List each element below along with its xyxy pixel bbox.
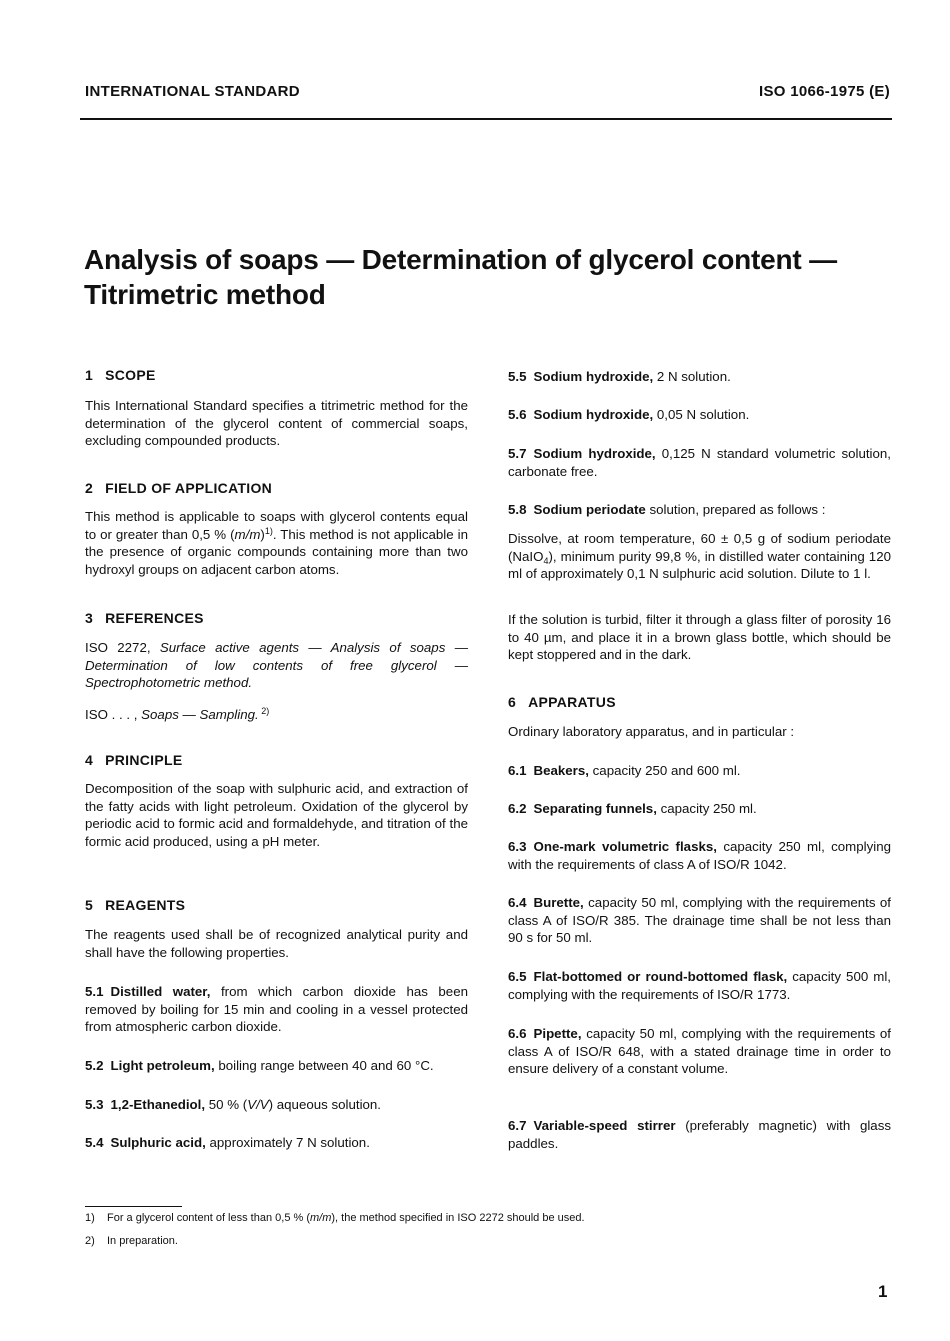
section-heading	[85, 897, 468, 915]
clause-item	[508, 838, 891, 873]
text-run: 2 N solution.	[653, 369, 731, 384]
text-run: ISO 2272,	[85, 640, 160, 655]
clause-item	[85, 983, 468, 1036]
text-run: Ordinary laboratory apparatus, and in particular :	[508, 724, 795, 739]
clause-number: 5.1	[85, 984, 104, 999]
item-term: Beakers,	[533, 763, 589, 778]
clause-number: 1	[85, 367, 94, 383]
paragraph	[85, 926, 468, 961]
clause-number: 5.6	[508, 407, 527, 422]
section-heading	[85, 610, 468, 628]
clause-item	[508, 894, 891, 947]
footnote-number: 2)	[85, 1235, 95, 1247]
text-run: capacity 250 and 600 ml.	[588, 763, 741, 778]
item-term: Flat-bottomed or round-bottomed flask,	[533, 969, 788, 984]
text-run: m/m	[310, 1212, 332, 1224]
page-number: 1	[878, 1282, 888, 1301]
footnote-divider	[85, 1206, 182, 1207]
footnote-number: 1)	[85, 1212, 95, 1224]
document-type-label: INTERNATIONAL STANDARD	[85, 83, 300, 100]
text-run: from which carbon dioxide has been removed by boiling for 15 min and cooling in a vessel protected from atmospheric carbon dioxide.	[85, 984, 468, 1035]
text-run: boiling range between 40 and 60 °C.	[214, 1058, 434, 1073]
text-run: 50 % (	[205, 1097, 248, 1112]
text-run: capacity 500 ml, complying with the requirements of ISO/R 1773.	[508, 969, 891, 1002]
clause-item	[508, 368, 891, 386]
text-run: FIELD OF APPLICATION	[105, 480, 273, 496]
text-run: capacity 50 ml, complying with the requirements of class A of ISO/R 385. The drainage time shall be not less than 90 s for 50 ml.	[508, 895, 891, 946]
text-run: approximately 7 N solution.	[205, 1135, 370, 1150]
text-run: capacity 250 ml.	[656, 801, 757, 816]
text-run: Soaps — Sampling.	[141, 707, 259, 722]
clause-number: 5.4	[85, 1135, 104, 1150]
text-run: REAGENTS	[105, 897, 186, 913]
clause-item	[85, 1096, 468, 1114]
paragraph	[85, 397, 468, 450]
paragraph	[508, 530, 891, 583]
clause-item	[508, 800, 891, 818]
item-term: One-mark volumetric flasks,	[533, 839, 717, 854]
section-heading	[85, 480, 468, 498]
item-term: Sodium hydroxide,	[533, 369, 654, 384]
text-run: ISO . . . ,	[85, 707, 142, 722]
clause-number: 6.1	[508, 763, 527, 778]
item-term: Light petroleum,	[110, 1058, 215, 1073]
item-term: Sodium periodate	[533, 502, 646, 517]
footnote-ref: 1)	[264, 525, 273, 536]
clause-item	[508, 1025, 891, 1078]
clause-number: 6	[508, 694, 517, 710]
footnote	[85, 1235, 178, 1247]
text-run: For a glycerol content of less than 0,5 % (	[107, 1212, 310, 1224]
text-run: REFERENCES	[105, 610, 204, 626]
header-divider	[80, 118, 892, 120]
item-term: Sodium hydroxide,	[533, 446, 656, 461]
clause-number: 5.2	[85, 1058, 104, 1073]
item-term: Separating funnels,	[533, 801, 657, 816]
clause-number: 5.5	[508, 369, 527, 384]
text-run: This method is applicable to soaps with glycerol contents equal to or greater than 0,5 % (	[85, 509, 468, 542]
item-term: Pipette,	[533, 1026, 582, 1041]
text-run: . This method is not applicable in the presence of organic compounds containing more than two hydroxyl groups on adjacent carbon atoms.	[85, 526, 468, 577]
clause-number: 6.4	[508, 895, 527, 910]
text-run: ), minimum purity 99,8 %, in distilled water containing 120 ml of approximately 0,1 N sulphuric acid solution. Dilute to 1 l.	[508, 548, 891, 582]
clause-item	[85, 1057, 468, 1075]
clause-number: 6.2	[508, 801, 527, 816]
clause-item	[508, 1117, 891, 1152]
clause-number: 4	[85, 752, 94, 768]
text-run: )	[260, 526, 265, 542]
text-run: m/m	[234, 526, 261, 542]
text-run: solution, prepared as follows :	[645, 502, 826, 517]
item-term: Variable-speed stirrer	[533, 1118, 676, 1133]
text-run: V/V	[247, 1097, 269, 1112]
clause-item	[508, 762, 891, 780]
text-run: Surface active agents — Analysis of soaps — Determination of low contents of free glycerol — Spectrophotometric method.	[85, 640, 469, 691]
clause-number: 6.3	[508, 839, 527, 854]
text-run: Dissolve, at room temperature, 60 ± 0,5 g of sodium periodate (NaIO	[508, 531, 891, 564]
clause-number: 5.3	[85, 1097, 104, 1112]
item-term: Distilled water,	[110, 984, 211, 999]
clause-number: 3	[85, 610, 94, 626]
text-run: APPARATUS	[528, 694, 616, 710]
footnote-ref: 2)	[258, 706, 270, 716]
title-line-1: Analysis of soaps — Determination of glycerol content —	[84, 244, 837, 275]
clause-item	[508, 445, 891, 480]
paragraph	[508, 723, 891, 741]
clause-number: 6.7	[508, 1118, 527, 1133]
clause-number: 5.7	[508, 446, 527, 461]
text-run: capacity 250 ml, complying with the requirements of class A of ISO/R 1042.	[508, 839, 891, 872]
text-run: PRINCIPLE	[105, 752, 183, 768]
item-term: Burette,	[533, 895, 584, 910]
paragraph	[85, 508, 468, 578]
text-run: This International Standard specifies a titrimetric method for the determination of the glycerol content of commercial soaps, excluding compounded products.	[85, 398, 468, 449]
item-term: Sulphuric acid,	[110, 1135, 206, 1150]
footnote	[85, 1212, 585, 1224]
paragraph	[85, 706, 468, 724]
clause-item	[85, 1134, 468, 1152]
text-run: (preferably magnetic) with glass paddles.	[508, 1118, 891, 1151]
standard-number: ISO 1066-1975 (E)	[758, 83, 890, 100]
text-run: ) aqueous solution.	[268, 1097, 382, 1112]
section-heading	[85, 752, 468, 770]
clause-number: 6.6	[508, 1026, 527, 1041]
document-title	[84, 242, 837, 312]
clause-number: 5.8	[508, 502, 527, 517]
text-run: SCOPE	[105, 367, 156, 383]
text-run: 4	[543, 555, 549, 566]
clause-item	[508, 501, 891, 519]
clause-item	[508, 406, 891, 424]
text-run: 0,125 N standard volumetric solution, carbonate free.	[508, 446, 891, 479]
text-run: 0,05 N solution.	[653, 407, 750, 422]
section-heading	[85, 367, 468, 385]
text-run: Decomposition of the soap with sulphuric acid, and extraction of the fatty acids with light petroleum. Oxidation of the glycerol by periodic acid to formic acid and formaldehyde, and titration of the formic acid produced, using a pH meter.	[85, 781, 468, 849]
item-term: Sodium hydroxide,	[533, 407, 654, 422]
text-run: capacity 50 ml, complying with the requirements of class A of ISO/R 648, with a stated drainage time in order to ensure delivery of a constant volume.	[508, 1026, 891, 1077]
text-run: If the solution is turbid, filter it through a glass filter of porosity 16 to 40 µm, and place it in a brown glass bottle, which should be kept stoppered and in the dark.	[508, 612, 891, 663]
text-run: The reagents used shall be of recognized analytical purity and shall have the following properties.	[85, 927, 468, 960]
text-run: ), the method specified in ISO 2272 should be used.	[331, 1212, 585, 1224]
title-line-2: Titrimetric method	[84, 279, 326, 310]
clause-number: 2	[85, 480, 94, 496]
section-heading	[508, 694, 891, 712]
item-term: 1,2-Ethanediol,	[110, 1097, 206, 1112]
paragraph	[85, 780, 468, 850]
clause-item	[508, 968, 891, 1003]
clause-number: 5	[85, 897, 94, 913]
paragraph	[85, 639, 468, 692]
text-run: In preparation.	[107, 1235, 178, 1247]
paragraph	[508, 611, 891, 664]
clause-number: 6.5	[508, 969, 527, 984]
